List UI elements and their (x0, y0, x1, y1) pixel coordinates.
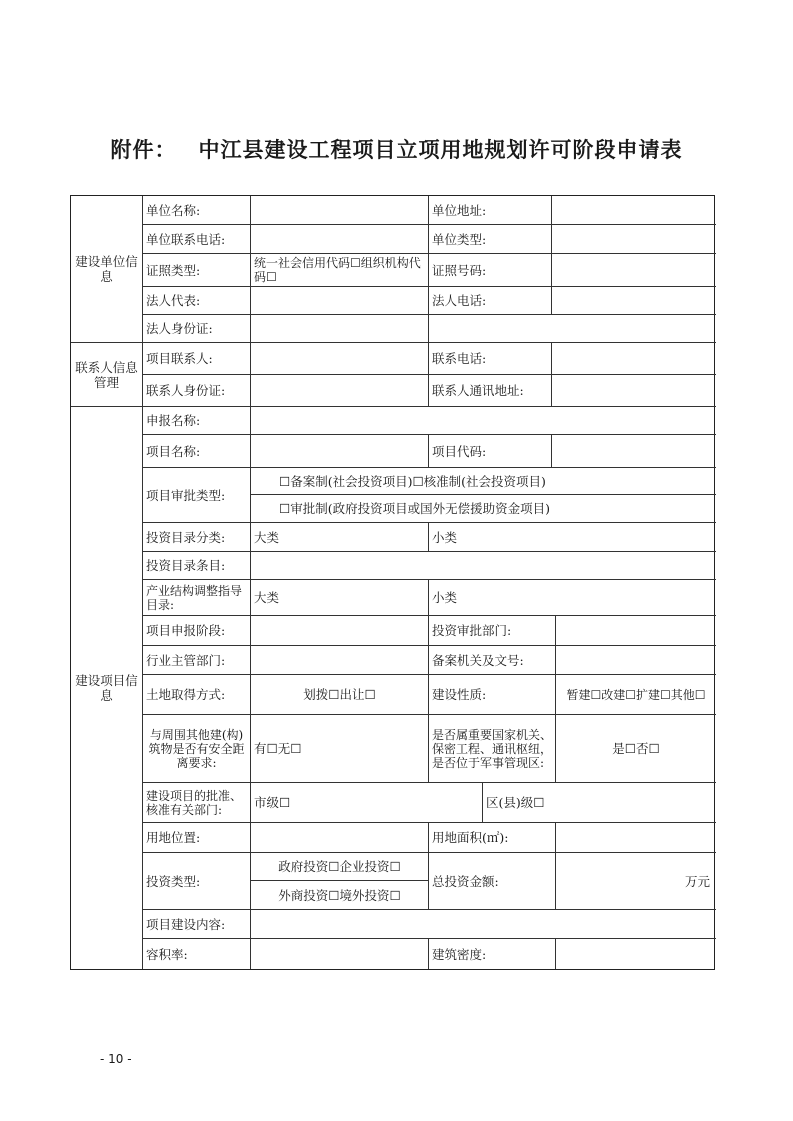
label-unit-phone: 单位联系电话: (143, 225, 251, 254)
build-content-field[interactable] (251, 910, 716, 939)
invest-catalog-item-field[interactable] (251, 552, 716, 580)
section-project-info: 建设项目信息 (71, 407, 143, 969)
label-build-content: 项目建设内容: (143, 910, 251, 939)
label-invest-dept: 投资审批部门: (429, 616, 556, 646)
land-location-field[interactable] (251, 823, 429, 853)
label-land-method: 土地取得方式: (143, 675, 251, 715)
label-safety-distance: 与周围其他建(构)筑物是否有安全距离要求: (143, 715, 251, 783)
label-declare-stage: 项目申报阶段: (143, 616, 251, 646)
invest-type-option-1[interactable]: 政府投资☐企业投资☐ (251, 853, 429, 881)
label-unit-name: 单位名称: (143, 196, 251, 225)
unit-phone-field[interactable] (251, 225, 429, 254)
unit-address-field[interactable] (552, 196, 716, 225)
contact-address-field[interactable] (552, 375, 716, 407)
safety-distance-options[interactable]: 有☐无☐ (251, 715, 429, 783)
plot-ratio-field[interactable] (251, 939, 429, 969)
contact-phone-field[interactable] (552, 343, 716, 375)
section-contact-info: 联系人信息管理 (71, 343, 143, 407)
unit-name-field[interactable] (251, 196, 429, 225)
approval-dept-city[interactable]: 市级☐ (251, 783, 483, 823)
approval-dept-county[interactable]: 区(县)级☐ (483, 783, 716, 823)
industry-guide-minor[interactable]: 小类 (429, 580, 716, 616)
label-legal-rep: 法人代表: (143, 287, 251, 315)
label-contact-address: 联系人通讯地址: (429, 375, 552, 407)
project-code-field[interactable] (552, 435, 716, 468)
total-invest-unit[interactable]: 万元 (556, 853, 716, 910)
legal-phone-field[interactable] (552, 287, 716, 315)
approval-type-option-1[interactable]: ☐备案制(社会投资项目)☐核准制(社会投资项目) (251, 468, 716, 495)
label-project-code: 项目代码: (429, 435, 552, 468)
section-unit-info: 建设单位信息 (71, 196, 143, 343)
contact-id-field[interactable] (251, 375, 429, 407)
invest-catalog-major[interactable]: 大类 (251, 523, 429, 552)
label-industry-guide: 产业结构调整指导目录: (143, 580, 251, 616)
build-nature-options[interactable]: 暂建☐改建☐扩建☐其他☐ (556, 675, 716, 715)
cert-number-field[interactable] (552, 254, 716, 287)
industry-guide-major[interactable]: 大类 (251, 580, 429, 616)
label-build-nature: 建设性质: (429, 675, 556, 715)
application-form (70, 195, 715, 970)
label-project-contact: 项目联系人: (143, 343, 251, 375)
legal-rep-field[interactable] (251, 287, 429, 315)
land-area-field[interactable] (556, 823, 716, 853)
legal-id-field[interactable] (251, 315, 429, 343)
unit-type-field[interactable] (552, 225, 716, 254)
declare-name-field[interactable] (251, 407, 716, 435)
label-building-density: 建筑密度: (429, 939, 556, 969)
title-prefix: 附件： (110, 137, 177, 162)
label-industry-dept: 行业主管部门: (143, 646, 251, 675)
project-name-field[interactable] (251, 435, 429, 468)
document-title (0, 134, 793, 164)
cert-type-options[interactable]: 统一社会信用代码☐组织机构代码☐ (251, 254, 429, 287)
label-plot-ratio: 容积率: (143, 939, 251, 969)
building-density-field[interactable] (556, 939, 716, 969)
label-contact-id: 联系人身份证: (143, 375, 251, 407)
industry-dept-field[interactable] (251, 646, 429, 675)
label-legal-phone: 法人电话: (429, 287, 552, 315)
label-cert-type: 证照类型: (143, 254, 251, 287)
label-declare-name: 申报名称: (143, 407, 251, 435)
label-unit-address: 单位地址: (429, 196, 552, 225)
label-approval-type: 项目审批类型: (143, 468, 251, 523)
label-military: 是否属重要国家机关、保密工程、通讯枢纽，是否位于军事管现区: (429, 715, 556, 783)
label-project-name: 项目名称: (143, 435, 251, 468)
label-invest-catalog-class: 投资目录分类: (143, 523, 251, 552)
legal-id-blank (429, 315, 716, 343)
invest-type-option-2[interactable]: 外商投资☐境外投资☐ (251, 881, 429, 910)
invest-catalog-minor[interactable]: 小类 (429, 523, 716, 552)
record-org-field[interactable] (556, 646, 716, 675)
label-invest-type: 投资类型: (143, 853, 251, 910)
label-approval-dept: 建设项目的批准、核准有关部门: (143, 783, 251, 823)
approval-type-option-2[interactable]: ☐审批制(政府投资项目或国外无偿援助资金项目) (251, 495, 716, 523)
declare-stage-field[interactable] (251, 616, 429, 646)
label-land-location: 用地位置: (143, 823, 251, 853)
page-number: - 10 - (100, 1052, 132, 1066)
title-main: 中江县建设工程项目立项用地规划许可阶段申请表 (198, 137, 683, 162)
label-record-org: 备案机关及文号: (429, 646, 556, 675)
label-legal-id: 法人身份证: (143, 315, 251, 343)
label-land-area: 用地面积(㎡): (429, 823, 556, 853)
land-method-options[interactable]: 划拨☐出让☐ (251, 675, 429, 715)
project-contact-field[interactable] (251, 343, 429, 375)
label-cert-number: 证照号码: (429, 254, 552, 287)
label-invest-catalog-item: 投资目录条目: (143, 552, 251, 580)
military-options[interactable]: 是☐否☐ (556, 715, 716, 783)
invest-dept-field[interactable] (556, 616, 716, 646)
label-total-invest: 总投资金额: (429, 853, 556, 910)
label-unit-type: 单位类型: (429, 225, 552, 254)
label-contact-phone: 联系电话: (429, 343, 552, 375)
